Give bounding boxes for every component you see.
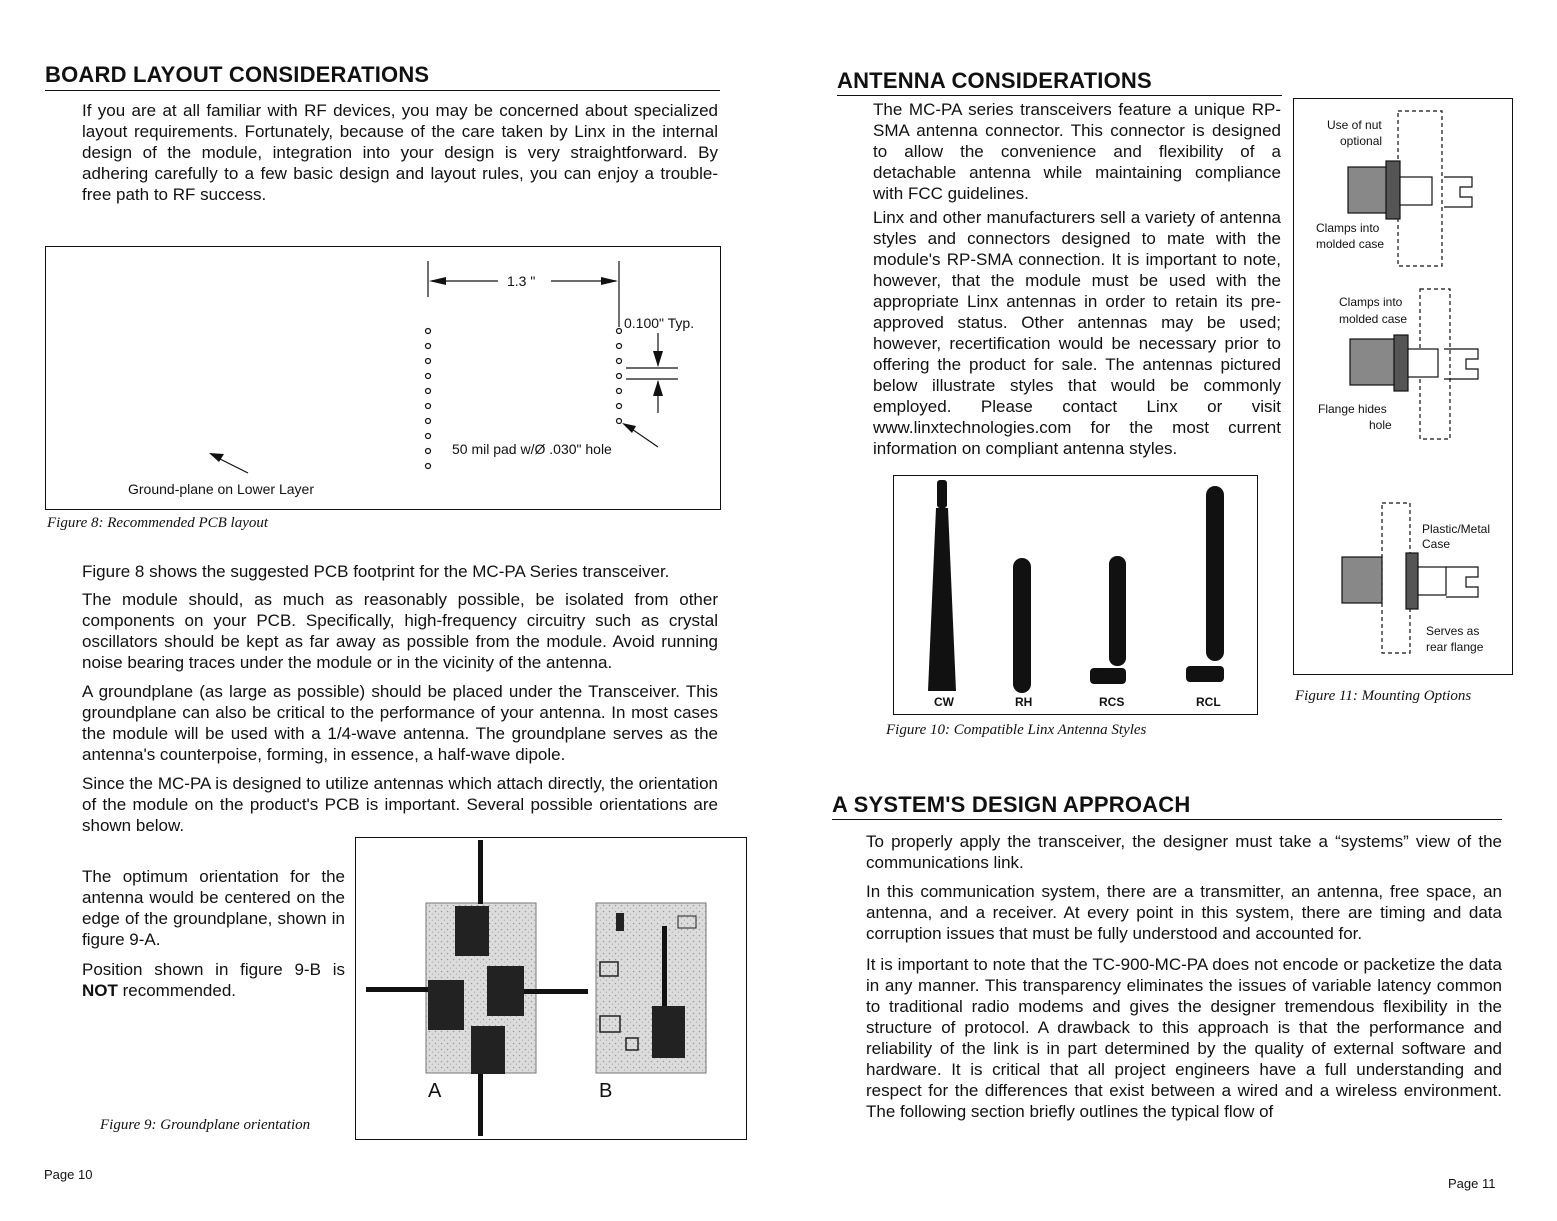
heading-rule bbox=[45, 90, 720, 91]
note-use-of-nut: Use of nut bbox=[1327, 118, 1382, 132]
paragraph-linx-antennas: Linx and other manufacturers sell a variety of antenna styles and connectors designed to mate with the module's RP-SMA connection. It is important to note, however, that the module must be used with the appropriate Linx antennas in order to retain its pre-approved status. Other antennas may be used; however, recertification would be necessary prior to offering the product for sale. The antennas pictured below illustrate styles that would be commonly employed. Please contact Linx or visit www.linxtechnologies.com for the most current information on compliant antenna styles. bbox=[873, 208, 1281, 458]
note-case: Case bbox=[1422, 537, 1451, 551]
groundplane-orientation-diagram bbox=[356, 838, 748, 1141]
antenna-label-rcl: RCL bbox=[1196, 695, 1221, 709]
note-plastic-metal: Plastic/Metal bbox=[1422, 522, 1491, 536]
paragraph-communication-system: In this communication system, there are a transmitter, an antenna, free space, an antenna, and a receiver. At every point in this system, there are timing and data corruption issues that must be fully understood and accounted for. bbox=[866, 882, 1502, 943]
note-clamps-into-1: Clamps into bbox=[1316, 221, 1380, 235]
pad-column-left bbox=[426, 329, 431, 469]
paragraph-orientation: Since the MC-PA is designed to utilize antennas which attach directly, the orientation of the module on the product's PCB is important. Several possible orientations are shown below. bbox=[82, 774, 718, 835]
board-layout-heading: BOARD LAYOUT CONSIDERATIONS bbox=[45, 62, 430, 87]
figure-8-caption: Figure 8: Recommended PCB layout bbox=[47, 515, 269, 531]
antenna-label-rcs: RCS bbox=[1099, 695, 1125, 709]
figure-11-caption: Figure 11: Mounting Options bbox=[1295, 688, 1472, 704]
system-design-heading: A SYSTEM'S DESIGN APPROACH bbox=[832, 792, 1191, 817]
dimension-width-label: 1.3 " bbox=[507, 273, 536, 289]
heading-rule bbox=[832, 819, 1502, 820]
note-flange-hides: Flange hides bbox=[1318, 402, 1387, 416]
paragraph-isolation: The module should, as much as reasonably possible, be isolated from other components on your PCB. Specifically, high-frequency circuitry such as crystal oscillators should be kept as far away as possible from the module. Avoid running noise bearing traces under the module or in the vicinity of the antenna. bbox=[82, 590, 718, 672]
mounting-options-diagram bbox=[1294, 99, 1514, 676]
intro-paragraph: If you are at all familiar with RF devices, you may be concerned about specialized layout requirements. Fortunately, because of the care taken by Linx in the internal design of the module, integration into your design is very straightforward. By adhering carefully to a few basic design and layout rules, you can enjoy a trouble-free path to RF success. bbox=[82, 101, 718, 204]
antenna-styles-photo bbox=[894, 476, 1259, 716]
figure-8-pcb-layout bbox=[45, 246, 721, 510]
note-clamps-into-2: Clamps into bbox=[1339, 295, 1403, 309]
paragraph-rp-sma: The MC-PA series transceivers feature a unique RP-SMA antenna connector. This connector is designed to allow the convenience and flexibility of a detachable antenna while maintaining compliance with FCC guidelines. bbox=[873, 100, 1281, 203]
paragraph-transparency: It is important to note that the TC-900-MC-PA does not encode or packetize the data in any manner. This transparency eliminates the issues of variable latency common to traditional radio modems and gives the designer tremendous flexibility in the structure of protocol. A drawback to this approach is that the performance and reliability of the link is in part determined by the quality of external software and hardware. It is critical that all project engineers have a full understanding and respect for the differences that exist between a wired and a wireless environment. The following section briefly outlines the typical flow of bbox=[866, 955, 1502, 1121]
paragraph-fig8-description: Figure 8 shows the suggested PCB footprint for the MC-PA Series transceiver. bbox=[82, 562, 670, 581]
paragraph-systems-view: To properly apply the transceiver, the designer must take a “systems” view of the communications link. bbox=[866, 832, 1502, 872]
pcb-layout-diagram bbox=[46, 247, 722, 511]
pad-column-right bbox=[617, 329, 622, 424]
note-optional: optional bbox=[1340, 134, 1383, 148]
note-rear-flange: rear flange bbox=[1426, 640, 1484, 654]
note-molded-case-2: molded case bbox=[1339, 312, 1408, 326]
note-molded-case-1: molded case bbox=[1316, 237, 1385, 251]
page-number-left: Page 10 bbox=[44, 1167, 93, 1182]
figure-9-groundplane bbox=[355, 837, 747, 1140]
label-b: B bbox=[599, 1080, 613, 1102]
paragraph-optimum: The optimum orientation for the antenna would be centered on the edge of the groundplane, shown in figure 9-A. bbox=[82, 867, 345, 949]
pad-label: 50 mil pad w/Ø .030" hole bbox=[452, 441, 612, 457]
note-hole: hole bbox=[1369, 418, 1392, 432]
antenna-considerations-heading: ANTENNA CONSIDERATIONS bbox=[837, 68, 1152, 93]
heading-rule bbox=[837, 95, 1282, 96]
figure-10-antenna-styles bbox=[893, 475, 1258, 715]
label-a: A bbox=[428, 1080, 442, 1102]
antenna-label-rh: RH bbox=[1015, 695, 1033, 709]
figure-10-caption: Figure 10: Compatible Linx Antenna Styles bbox=[886, 722, 1147, 738]
dimension-pitch-label: 0.100" Typ. bbox=[624, 315, 695, 331]
paragraph-groundplane: A groundplane (as large as possible) should be placed under the Transceiver. This groundplane can also be critical to the performance of your antenna. In most cases the module will be used with a 1/4-wave antenna. The groundplane serves as the antenna's counterpoise, forming, in essence, a half-wave dipole. bbox=[82, 682, 718, 764]
figure-9-caption: Figure 9: Groundplane orientation bbox=[100, 1117, 311, 1133]
page-number-right: Page 11 bbox=[1448, 1176, 1496, 1191]
ground-plane-label: Ground-plane on Lower Layer bbox=[128, 481, 315, 497]
figure-11-mounting-options bbox=[1293, 98, 1513, 675]
antenna-label-cw: CW bbox=[934, 695, 954, 709]
note-serves-as: Serves as bbox=[1426, 624, 1480, 638]
paragraph-not-recommended: Position shown in figure 9-B is NOT recommended. bbox=[82, 960, 345, 1000]
